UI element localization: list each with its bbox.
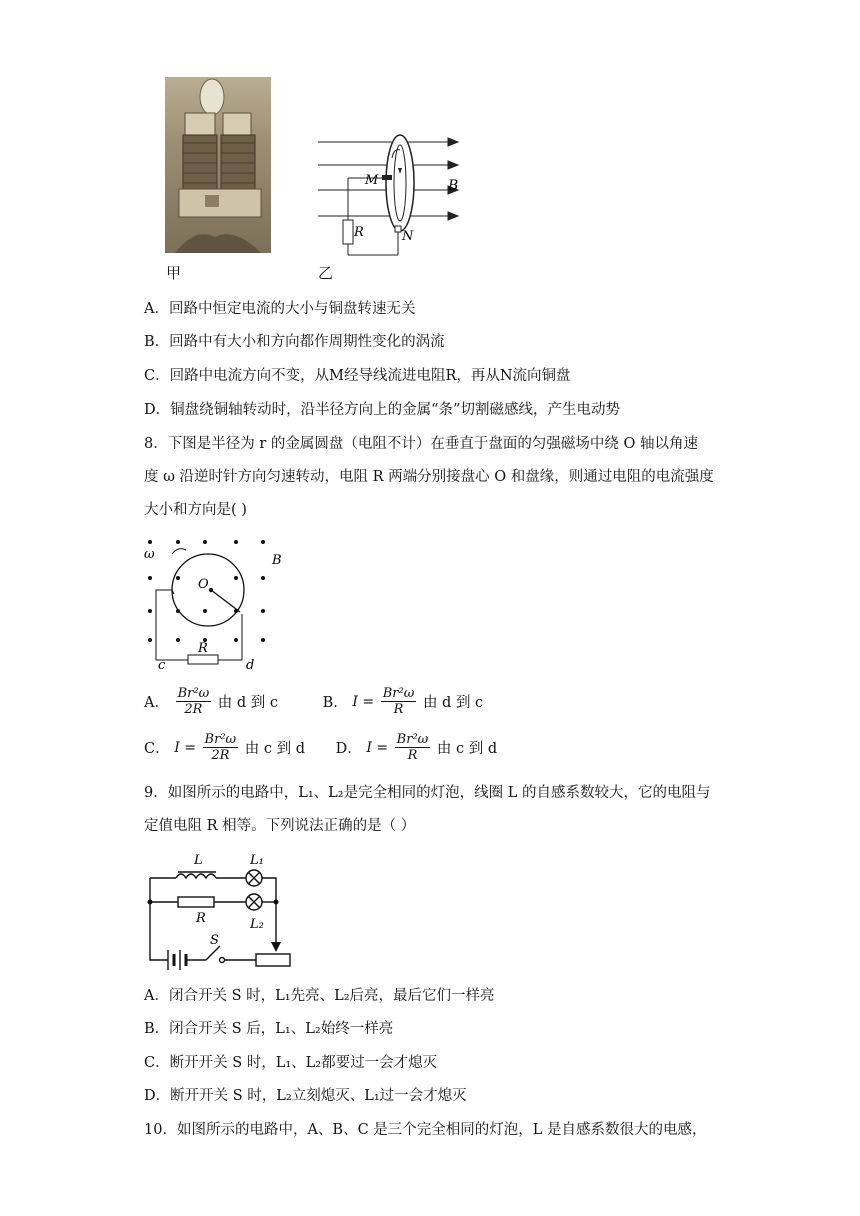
rotating-disk-diagram: [144, 532, 294, 672]
q9-option-a: A．闭合开关 S 时，L₁先亮、L₂后亮，最后它们一样亮: [144, 988, 495, 1004]
q8-stem-line2: 度 ω 沿逆时针方向匀速转动，电阻 R 两端分别接盘心 O 和盘缘，则通过电阻的电流强度: [144, 469, 714, 485]
electromagnet-photo-icon: [165, 77, 271, 253]
label-B: B: [272, 553, 282, 568]
q8-option-d-eq: I =: [366, 739, 389, 756]
q8-option-c-num: Br²ω: [204, 732, 237, 747]
q8-stem-line1: 8．下图是半径为 r 的金属圆盘（电阻不计）在垂直于盘面的匀强磁场中绕 O 轴以角速: [144, 436, 698, 452]
q9-option-b: B．闭合开关 S 后，L₁、L₂始终一样亮: [144, 1021, 394, 1037]
q7-option-a: A．回路中恒定电流的大小与铜盘转速无关: [144, 301, 416, 317]
label-O: O: [198, 577, 209, 592]
q9-stem-line1: 9．如图所示的电路中，L₁、L₂是完全相同的灯泡，线圈 L 的自感系数较大，它的电阻与: [144, 785, 711, 801]
q8-option-b-dir: 由 d 到 c: [422, 695, 484, 711]
q8-option-a-den: 2R: [184, 702, 203, 717]
q8-option-b-label: B．: [322, 695, 348, 711]
label-R: R: [198, 641, 208, 656]
q8-option-c-den: 2R: [211, 748, 230, 763]
q8-option-b-num: Br²ω: [382, 686, 415, 701]
q8-option-d-num: Br²ω: [396, 732, 429, 747]
label-R: R: [354, 225, 364, 240]
label-L1: L₁: [250, 853, 264, 868]
q8-option-b-eq: I =: [352, 693, 375, 710]
q8-options-row1: [144, 686, 483, 717]
q8-option-d-den: R: [407, 748, 418, 763]
label-M: M: [365, 173, 379, 188]
label-N: N: [402, 229, 414, 244]
q8-option-d-fraction: [395, 732, 431, 763]
label-B: B: [448, 178, 459, 194]
q8-option-b-fraction: [381, 686, 417, 717]
q9-option-d: D．断开开关 S 时，L₂立刻熄灭、L₁过一会才熄灭: [144, 1088, 467, 1104]
q8-option-a-num: Br²ω: [177, 686, 210, 701]
copper-disk-diagram: [310, 128, 470, 258]
label-R: R: [196, 911, 206, 926]
figure-photo-jia: [165, 77, 271, 253]
label-c: c: [158, 658, 166, 672]
q8-stem-line3: 大小和方向是( ): [144, 502, 247, 518]
q9-option-c: C．断开开关 S 时，L₁、L₂都要过一会才熄灭: [144, 1055, 438, 1071]
q8-option-c-label: C．: [144, 741, 170, 757]
q7-option-d: D．铜盘绕铜轴转动时，沿半径方向上的金属“条”切割磁感线，产生电动势: [144, 402, 620, 418]
figure-label-jia: 甲: [166, 264, 182, 282]
label-d: d: [246, 658, 255, 672]
q8-option-d-label: D．: [335, 741, 362, 757]
q8-option-a-label: A．: [144, 695, 169, 711]
q8-option-a-dir: 由 d 到 c: [217, 695, 279, 711]
q8-option-c-eq: I =: [174, 739, 196, 756]
q10-stem-line1: 10．如图所示的电路中，A、B、C 是三个完全相同的灯泡，L 是自感系数很大的电感，: [144, 1122, 707, 1138]
label-S: S: [210, 933, 219, 948]
self-inductance-circuit: [146, 850, 296, 970]
q9-stem-line2: 定值电阻 R 相等。下列说法正确的是（ ）: [144, 818, 416, 834]
q8-options-row2: [144, 732, 497, 763]
q8-option-c-fraction: [203, 732, 239, 763]
q8-option-b-den: R: [393, 702, 404, 717]
q8-option-c-dir: 由 c 到 d: [244, 741, 305, 757]
figure-label-yi: 乙: [318, 264, 334, 282]
label-L2: L₂: [250, 917, 264, 932]
label-omega: ω: [144, 547, 155, 562]
q7-option-c: C．回路中电流方向不变，从M经导线流进电阻R，再从N流向铜盘: [144, 368, 571, 384]
q8-option-d-dir: 由 c 到 d: [436, 741, 498, 757]
q7-option-b: B．回路中有大小和方向都作周期性变化的涡流: [144, 334, 445, 350]
q8-option-a-fraction: [176, 686, 212, 717]
label-L: L: [194, 853, 203, 868]
